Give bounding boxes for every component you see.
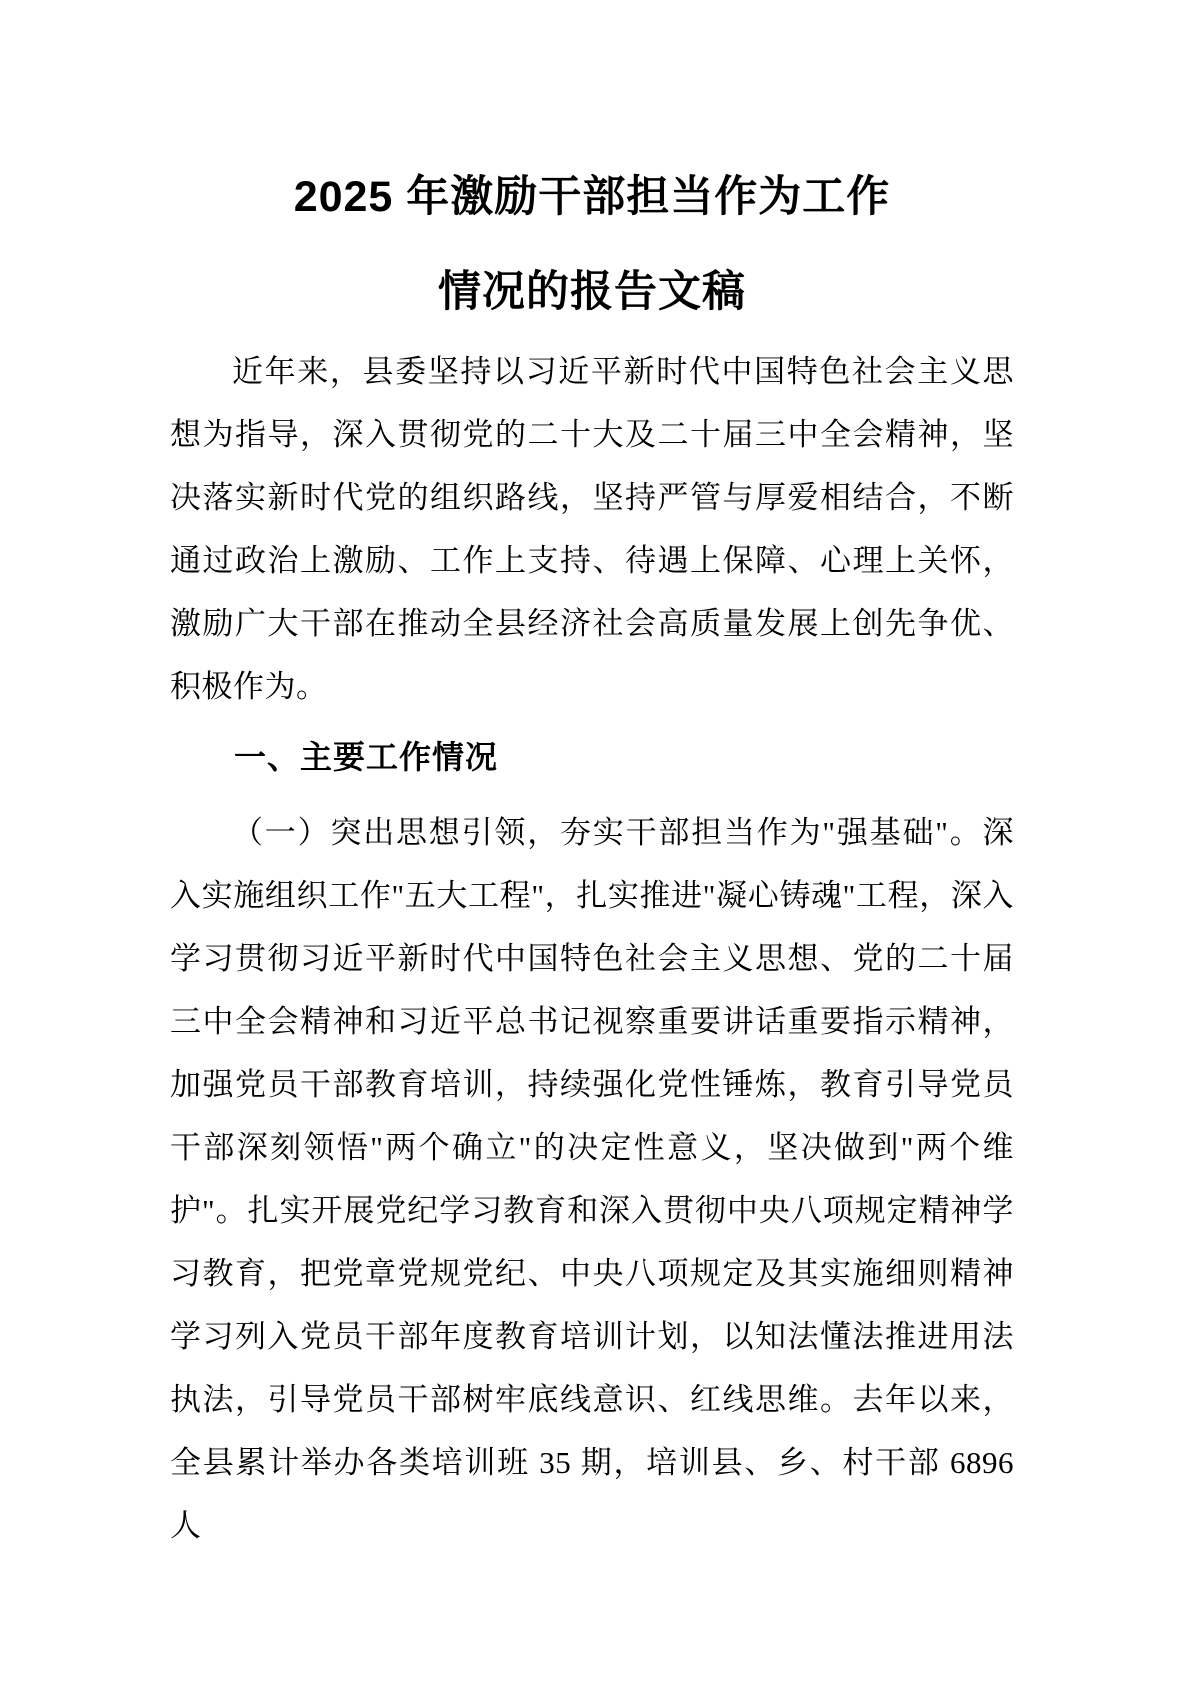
section-heading-1: 一、主要工作情况	[234, 739, 499, 775]
title-line-2: 情况的报告文稿	[438, 268, 746, 316]
section1-paragraph: （一）突出思想引领，夯实干部担当作为"强基础"。深入实施组织工作"五大工程"，扎实推进"凝心铸魂"工程，深入学习贯彻习近平新时代中国特色社会主义思想、党的二十届三中全会精神和习近平总书记视察重要讲话重要指示精神，加强党员干部教育培训，持续强化党性锤炼，教育引导党员干部深刻领悟"两个确立"的决定性意义，坚决做到"两个维护"。扎实开展党纪学习教育和深入贯彻中央八项规定精神学习教育，把党章党规党纪、中央八项规定及其实施细则精神学习列入党员干部年度教育培训计划，以知法懂法推进用法执法，引导党员干部树牢底线意识、红线思维。去年以来，全县累计举办各类培训班 35 期，培训县、乡、村干部 6896 人	[170, 815, 1014, 1543]
intro-paragraph: 近年来，县委坚持以习近平新时代中国特色社会主义思想为指导，深入贯彻党的二十大及二十届三中全会精神，坚决落实新时代党的组织路线，坚持严管与厚爱相结合，不断通过政治上激励、工作上支持、待遇上保障、心理上关怀，激励广大干部在推动全县经济社会高质量发展上创先争优、积极作为。	[170, 354, 1014, 704]
title-line-1: 2025 年激励干部担当作为工作	[293, 173, 891, 221]
document-title	[170, 150, 1014, 340]
